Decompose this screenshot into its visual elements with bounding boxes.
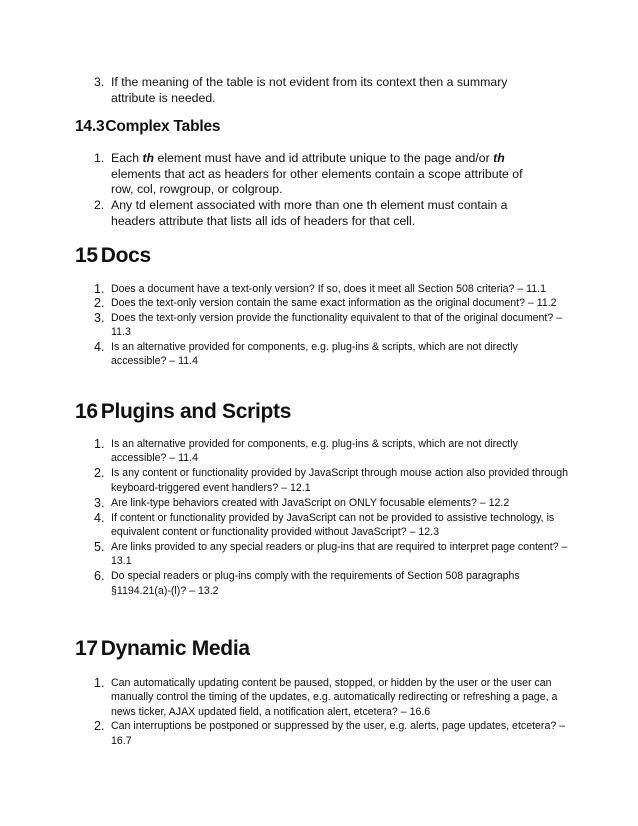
list-item bbox=[94, 511, 574, 540]
list-item-number: 3. bbox=[94, 495, 105, 510]
list-item-text: If content or functionality provided by JavaScript can not be provided to assistive technology, is equivalent content or functionality provided without JavaScript? – 12.3 bbox=[111, 511, 555, 538]
list-item-number: 1. bbox=[94, 676, 105, 690]
list-item-text: Can interruptions be postponed or suppressed by the user, e.g. alerts, page updates, etcetera? – 16.7 bbox=[111, 720, 566, 747]
list-item-text: If the meaning of the table is not evident from its context then a summary attribute is needed. bbox=[111, 75, 508, 105]
th-code-term: th bbox=[493, 151, 505, 165]
list-item-text bbox=[111, 151, 544, 198]
section-17-heading bbox=[75, 637, 250, 661]
list-item-number: 1. bbox=[94, 437, 105, 451]
th-code-term: th bbox=[142, 151, 155, 165]
list-item bbox=[94, 340, 574, 369]
section-15-list bbox=[94, 282, 574, 368]
list-item-text: Does the text-only version contain the same exact information as the original document? – 11.2 bbox=[111, 297, 557, 310]
list-item-number: 3. bbox=[94, 75, 105, 89]
list-item-number: 5. bbox=[94, 539, 105, 554]
section-15-heading bbox=[75, 244, 151, 268]
list-item-number: 4. bbox=[94, 339, 105, 354]
list-item bbox=[94, 75, 544, 106]
list-item-text: Is an alternative provided for components, e.g. plug-ins & scripts, which are not directly accessible? – 11.4 bbox=[111, 438, 518, 465]
section-number: 15 bbox=[75, 244, 98, 267]
list-item bbox=[94, 151, 544, 198]
list-item bbox=[94, 719, 574, 748]
text-run: Each bbox=[111, 151, 143, 165]
list-item bbox=[94, 296, 574, 310]
text-run: elements that act as headers for other elements contain a scope attribute of row, col, rowgroup, or colgroup. bbox=[111, 166, 523, 197]
list-item-text: Are link-type behaviors created with JavaScript on ONLY focusable elements? – 12.2 bbox=[111, 496, 510, 509]
list-item-number: 6. bbox=[94, 569, 105, 584]
list-item bbox=[94, 540, 574, 569]
list-item-number: 2. bbox=[94, 466, 105, 481]
list-item-text: Any td element associated with more than one th element must contain a headers attribute that lists all ids of headers for that cell. bbox=[111, 198, 508, 228]
list-item bbox=[94, 496, 574, 510]
list-item-number: 1. bbox=[94, 282, 105, 296]
list-item bbox=[94, 198, 544, 229]
section-title: Dynamic Media bbox=[100, 637, 250, 660]
list-item-text: Is an alternative provided for components, e.g. plug-ins & scripts, which are not directly accessible? – 11.4 bbox=[111, 340, 518, 368]
section-16-heading bbox=[75, 400, 291, 424]
section-number: 17 bbox=[75, 637, 98, 660]
section-14-3-heading bbox=[75, 118, 220, 136]
section-16-list bbox=[94, 437, 574, 598]
list-item-number: 3. bbox=[94, 310, 105, 325]
section-14-3-list bbox=[94, 151, 544, 230]
list-item bbox=[94, 569, 574, 598]
section-title: Complex Tables bbox=[105, 118, 221, 135]
list-item-text: Does the text-only version provide the functionality equivalent to that of the original document? – 11.3 bbox=[111, 311, 563, 339]
list-item-text: Is any content or functionality provided by JavaScript through mouse action also provided through keyboard-triggered event handlers? – 12.1 bbox=[111, 467, 568, 494]
list-item bbox=[94, 676, 574, 719]
list-item-number: 2. bbox=[94, 198, 105, 213]
text-run: element must have and id attribute unique to the page and/or bbox=[154, 151, 494, 165]
list-item-text: Are links provided to any special readers or plug-ins that are required to interpret page content? – 13.1 bbox=[111, 540, 568, 568]
section-number: 16 bbox=[75, 400, 98, 423]
list-item bbox=[94, 282, 574, 296]
list-item-text: Can automatically updating content be paused, stopped, or hidden by the user or the user can manually control the timing of the updates, e.g. automatically redirecting or refreshing a page, a news ticker, AJAX updated field, a notification alert, etcetera? – 16.6 bbox=[111, 677, 558, 718]
list-item-number: 1. bbox=[94, 151, 105, 165]
list-item bbox=[94, 311, 574, 340]
list-item bbox=[94, 466, 574, 495]
list-item-number: 2. bbox=[94, 296, 105, 311]
section-title: Plugins and Scripts bbox=[100, 400, 292, 423]
list-item-text: Does a document have a text-only version? If so, does it meet all Section 508 criteria? – 11.1 bbox=[111, 283, 546, 295]
section-14-tail-list bbox=[94, 75, 544, 106]
list-item-text: Do special readers or plug-ins comply with the requirements of Section 508 paragraphs §1194.21(a)-(l)? – 13.2 bbox=[111, 570, 520, 597]
list-item bbox=[94, 437, 574, 466]
list-item-number: 4. bbox=[94, 510, 105, 525]
section-17-list bbox=[94, 676, 574, 748]
list-item-number: 2. bbox=[94, 719, 105, 734]
section-title: Docs bbox=[100, 244, 151, 267]
section-number: 14.3 bbox=[75, 118, 105, 135]
